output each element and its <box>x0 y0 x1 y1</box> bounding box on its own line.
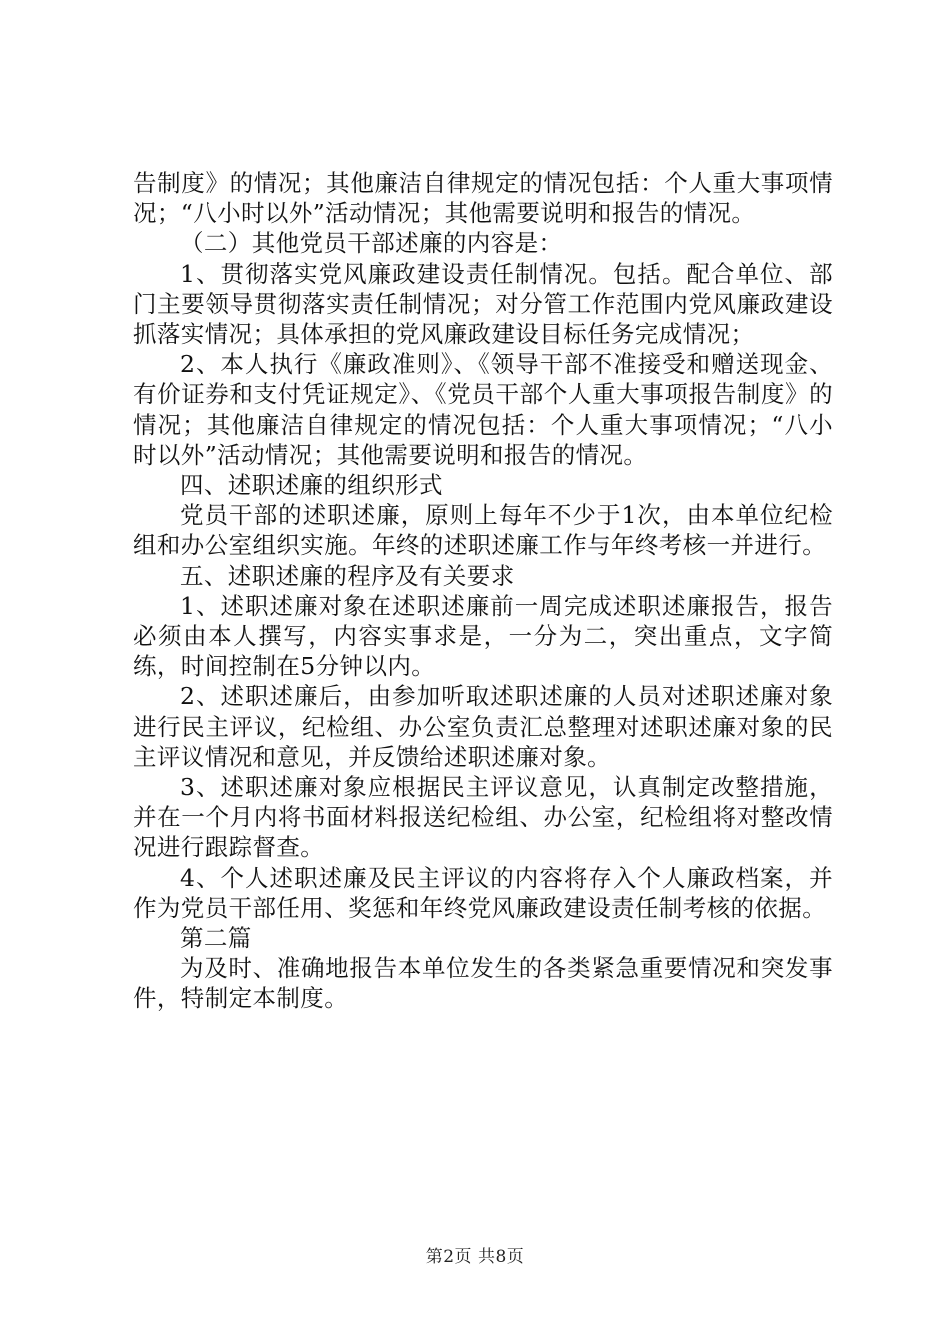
section-heading: 四、述职述廉的组织形式 <box>180 471 443 500</box>
paragraph: 为及时、准确地报告本单位发生的各类紧急重要情况和突发事件，特制定本制度。 <box>133 954 833 1013</box>
paragraph: 党员干部的述职述廉，原则上每年不少于1次，由本单位纪检组和办公室组织实施。年终的述职述廉工作与年终考核一并进行。 <box>133 501 833 560</box>
paragraph-continuation: 告制度》的情况；其他廉洁自律规定的情况包括：个人重大事项情况；“八小时以外”活动情况；其他需要说明和报告的情况。 <box>133 169 833 228</box>
list-item: 2、本人执行《廉政准则》、《领导干部不准接受和赠送现金、有价证券和支付凭证规定》、《党员干部个人重大事项报告制度》的情况；其他廉洁自律规定的情况包括：个人重大事项情况；“八小时以外”活动情况；其他需要说明和报告的情况。 <box>133 350 833 469</box>
list-item: 2、述职述廉后，由参加听取述职述廉的人员对述职述廉对象进行民主评议，纪检组、办公室负责汇总整理对述职述廉对象的民主评议情况和意见，并反馈给述职述廉对象。 <box>133 682 833 771</box>
list-item: 1、述职述廉对象在述职述廉前一周完成述职述廉报告，报告必须由本人撰写，内容实事求是，一分为二，突出重点，文字简练，时间控制在5分钟以内。 <box>133 591 833 681</box>
section-heading: 五、述职述廉的程序及有关要求 <box>180 561 515 590</box>
list-item: 1、贯彻落实党风廉政建设责任制情况。包括。配合单位、部门主要领导贯彻落实责任制情况；对分管工作范围内党风廉政建设抓落实情况；具体承担的党风廉政建设目标任务完成情况； <box>133 259 833 349</box>
document-body <box>133 168 833 1014</box>
chapter-heading: 第二篇 <box>180 924 252 953</box>
list-item: 4、个人述职述廉及民主评议的内容将存入个人廉政档案，并作为党员干部任用、奖惩和年终党风廉政建设责任制考核的依据。 <box>133 863 833 922</box>
page-number-footer: 第2页 共8页 <box>425 1247 525 1267</box>
list-item: 3、述职述廉对象应根据民主评议意见，认真制定改整措施，并在一个月内将书面材料报送纪检组、办公室，纪检组将对整改情况进行跟踪督查。 <box>133 773 833 862</box>
subsection-heading: （二）其他党员干部述廉的内容是： <box>180 229 563 258</box>
